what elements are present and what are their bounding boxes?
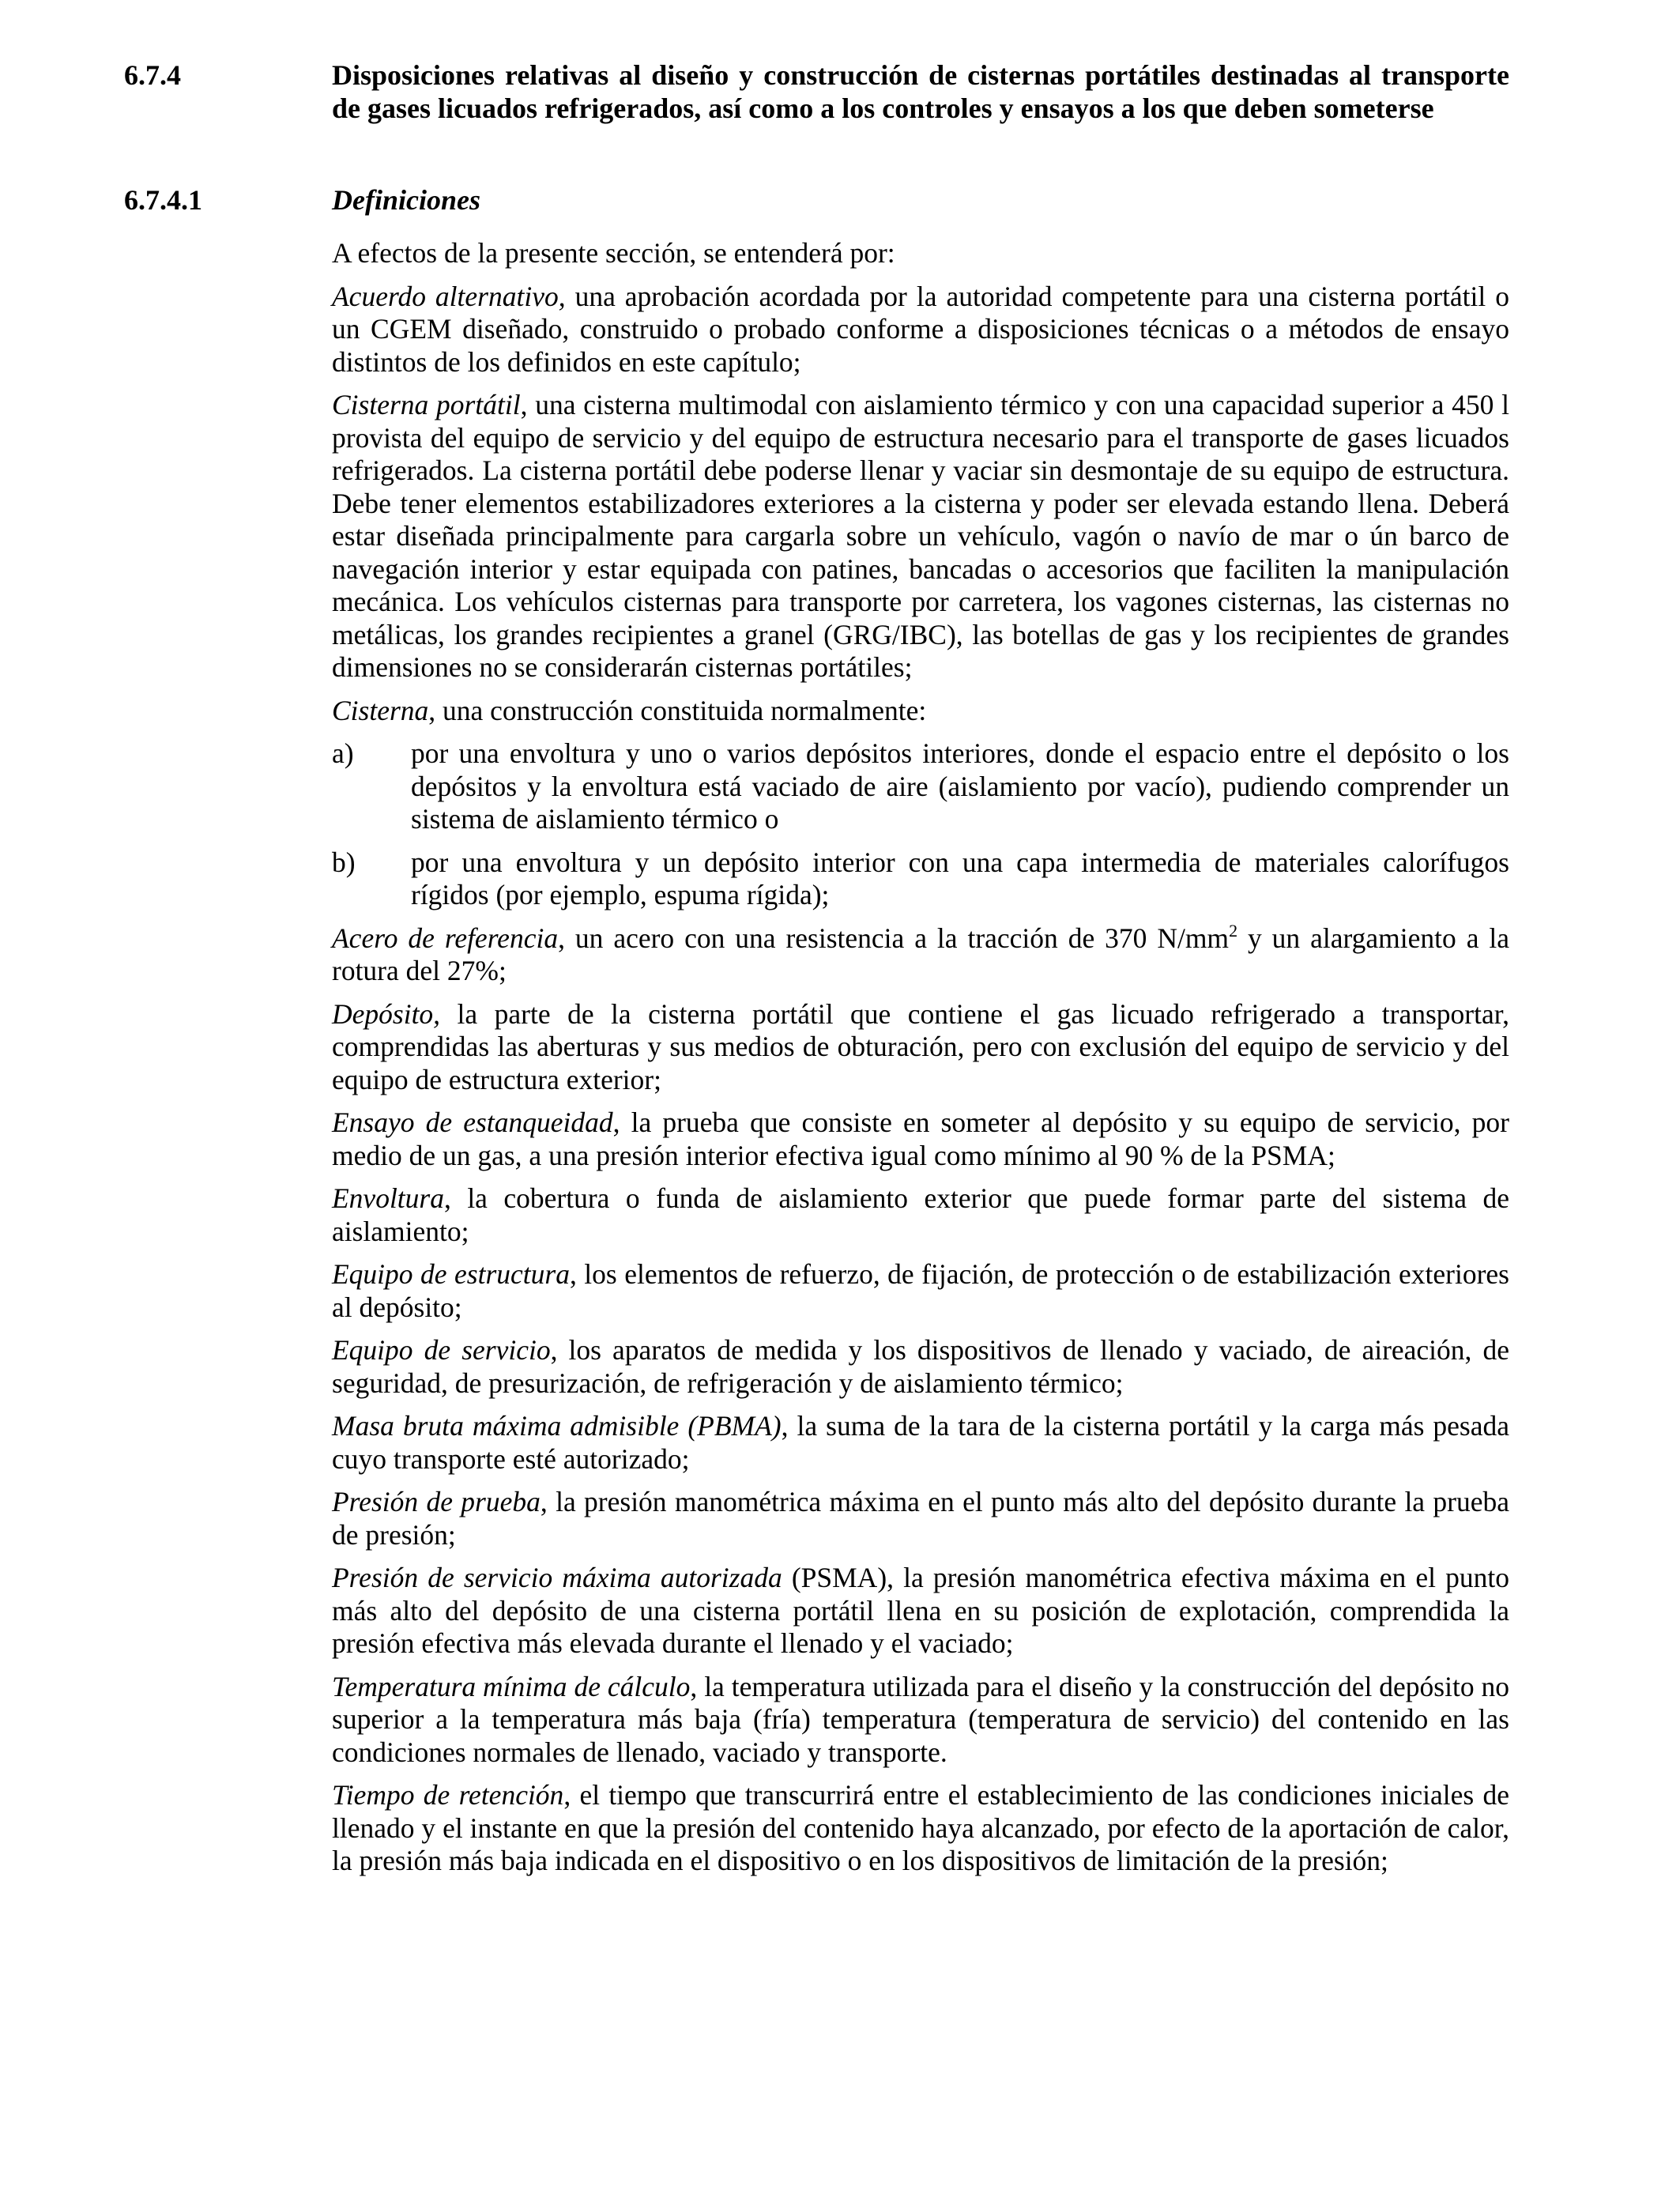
list-item-label: a) bbox=[332, 737, 354, 769]
definition-text: , los aparatos de medida y los dispositivos de llenado y vaciado, de aireación, de seguridad, de presurización, de refrigeración y de aislamiento térmico; bbox=[332, 1334, 1509, 1399]
definition-term: Acuerdo alternativo, bbox=[332, 280, 566, 312]
definition-text: , la suma de la tara de la cisterna portátil y la carga más pesada cuyo transporte esté autorizado; bbox=[332, 1410, 1509, 1475]
definition-equipo-de-servicio bbox=[332, 1334, 1509, 1400]
list-item-text: por una envoltura y uno o varios depósitos interiores, donde el espacio entre el depósito o los depósitos y la envoltura está vaciado de aire (aislamiento por vacío), pudiendo comprender un sistema de aislamiento térmico o bbox=[411, 737, 1509, 835]
definition-cisterna bbox=[332, 695, 1509, 728]
superscript: 2 bbox=[1229, 920, 1238, 941]
section-number: 6.7.4 bbox=[124, 59, 181, 91]
definition-term: Equipo de estructura bbox=[332, 1258, 570, 1290]
definition-text: una aprobación acordada por la autoridad competente para una cisterna portátil o un CGEM diseñado, construido o probado conforme a disposiciones técnicas o a métodos de ensayo distintos de los definidos en este capítulo; bbox=[332, 280, 1510, 378]
definition-psma bbox=[332, 1562, 1509, 1661]
section-title: Disposiciones relativas al diseño y construcción de cisternas portátiles destinadas al transporte de gases licuados refrigerados, así como a los controles y ensayos a los que deben someterse bbox=[332, 59, 1509, 124]
subsection-title: Definiciones bbox=[332, 184, 480, 216]
definition-term: Envoltura bbox=[332, 1182, 444, 1214]
intro-paragraph: A efectos de la presente sección, se entenderá por: bbox=[332, 237, 895, 269]
list-item-a bbox=[332, 737, 1509, 836]
list-item-text: por una envoltura y un depósito interior con una capa intermedia de materiales calorífugos rígidos (por ejemplo, espuma rígida); bbox=[411, 846, 1509, 910]
definition-presion-de-prueba bbox=[332, 1486, 1509, 1551]
definition-text: , la cobertura o funda de aislamiento exterior que puede formar parte del sistema de aislamiento; bbox=[332, 1182, 1509, 1247]
definition-temperatura-minima bbox=[332, 1671, 1509, 1770]
definition-text: , un acero con una resistencia a la tracción de 370 N/mm bbox=[558, 922, 1230, 954]
definition-term: Equipo de servicio bbox=[332, 1334, 551, 1366]
definition-term: Acero de referencia bbox=[332, 922, 559, 954]
definition-term: Depósito, bbox=[332, 997, 441, 1030]
definition-term: Cisterna portátil bbox=[332, 389, 521, 420]
definition-text: , la presión manométrica máxima en el punto más alto del depósito durante la prueba de presión; bbox=[332, 1486, 1509, 1551]
definition-term: Presión de prueba bbox=[332, 1486, 541, 1517]
definition-envoltura bbox=[332, 1182, 1509, 1248]
subsection-number: 6.7.4.1 bbox=[124, 184, 202, 216]
definition-acero-de-referencia bbox=[332, 922, 1509, 988]
definition-text: , una cisterna multimodal con aislamiento térmico y con una capacidad superior a 450 l provista del equipo de servicio y del equipo de estructura necesario para el transporte de gases licuados refrigerados. La cisterna portátil debe poderse llenar y vaciar sin desmontaje de su equipo de estructura. Debe tener elementos estabilizadores exteriores a la cisterna y poder ser elevada estando llena. Deberá estar diseñada principalmente para cargarla sobre un vehículo, vagón o navío de mar o ún barco de navegación interior y estar equipada con patines, bancadas o accesorios que faciliten la manipulación mecánica. Los vehículos cisternas para transporte por carretera, los vagones cisternas, las cisternas no metálicas, los grandes recipientes a granel (GRG/IBC), las botellas de gas y los recipientes de grandes dimensiones no se considerarán cisternas portátiles; bbox=[332, 389, 1509, 683]
definition-text: , una construcción constituida normalmente: bbox=[428, 694, 927, 726]
list-item-label: b) bbox=[332, 846, 356, 878]
definition-text: , los elementos de refuerzo, de fijación, de protección o de estabilización exteriores al depósito; bbox=[332, 1258, 1509, 1323]
definition-equipo-de-estructura bbox=[332, 1258, 1509, 1324]
definition-deposito bbox=[332, 998, 1509, 1097]
definition-term: Masa bruta máxima admisible (PBMA) bbox=[332, 1410, 782, 1442]
definition-term: Cisterna bbox=[332, 694, 429, 726]
definition-text: (PSMA), la presión manométrica efectiva máxima en el punto más alto del depósito de una cisterna portátil llena en su posición de explotación, comprendida la presión efectiva más elevada durante el llenado y el vaciado; bbox=[332, 1562, 1509, 1659]
list-item-b bbox=[332, 846, 1509, 912]
definition-term: Temperatura mínima de cálculo bbox=[332, 1670, 691, 1702]
definition-acuerdo-alternativo bbox=[332, 281, 1509, 379]
definition-masa-bruta bbox=[332, 1410, 1509, 1476]
definition-text: y un alargamiento a la rotura del 27%; bbox=[332, 922, 1510, 986]
definition-text: , la prueba que consiste en someter al depósito y su equipo de servicio, por medio de un gas, a una presión interior efectiva igual como mínimo al 90 % de la PSMA; bbox=[332, 1106, 1509, 1171]
definition-term: Ensayo de estanqueidad bbox=[332, 1106, 613, 1138]
definition-cisterna-portatil bbox=[332, 389, 1509, 684]
definitions-body bbox=[332, 237, 1509, 1888]
definition-term: Presión de servicio máxima autorizada bbox=[332, 1562, 782, 1593]
definition-ensayo-de-estanqueidad bbox=[332, 1106, 1509, 1172]
definition-term: Tiempo de retención bbox=[332, 1779, 564, 1811]
definition-tiempo-de-retencion bbox=[332, 1779, 1509, 1878]
definition-text: , la temperatura utilizada para el diseño y la construcción del depósito no superior a la temperatura más baja (fría) temperatura (temperatura de servicio) del contenido en las condiciones normales de llenado, vaciado y transporte. bbox=[332, 1670, 1509, 1768]
definition-text: , el tiempo que transcurrirá entre el establecimiento de las condiciones iniciales de llenado y el instante en que la presión del contenido haya alcanzado, por efecto de la aportación de calor, la presión más baja indicada en el dispositivo o en los dispositivos de limitación de la presión; bbox=[332, 1779, 1509, 1876]
definition-text: la parte de la cisterna portátil que contiene el gas licuado refrigerado a transportar, comprendidas las aberturas y sus medios de obturación, pero con exclusión del equipo de servicio y del equipo de estructura exterior; bbox=[332, 997, 1509, 1095]
